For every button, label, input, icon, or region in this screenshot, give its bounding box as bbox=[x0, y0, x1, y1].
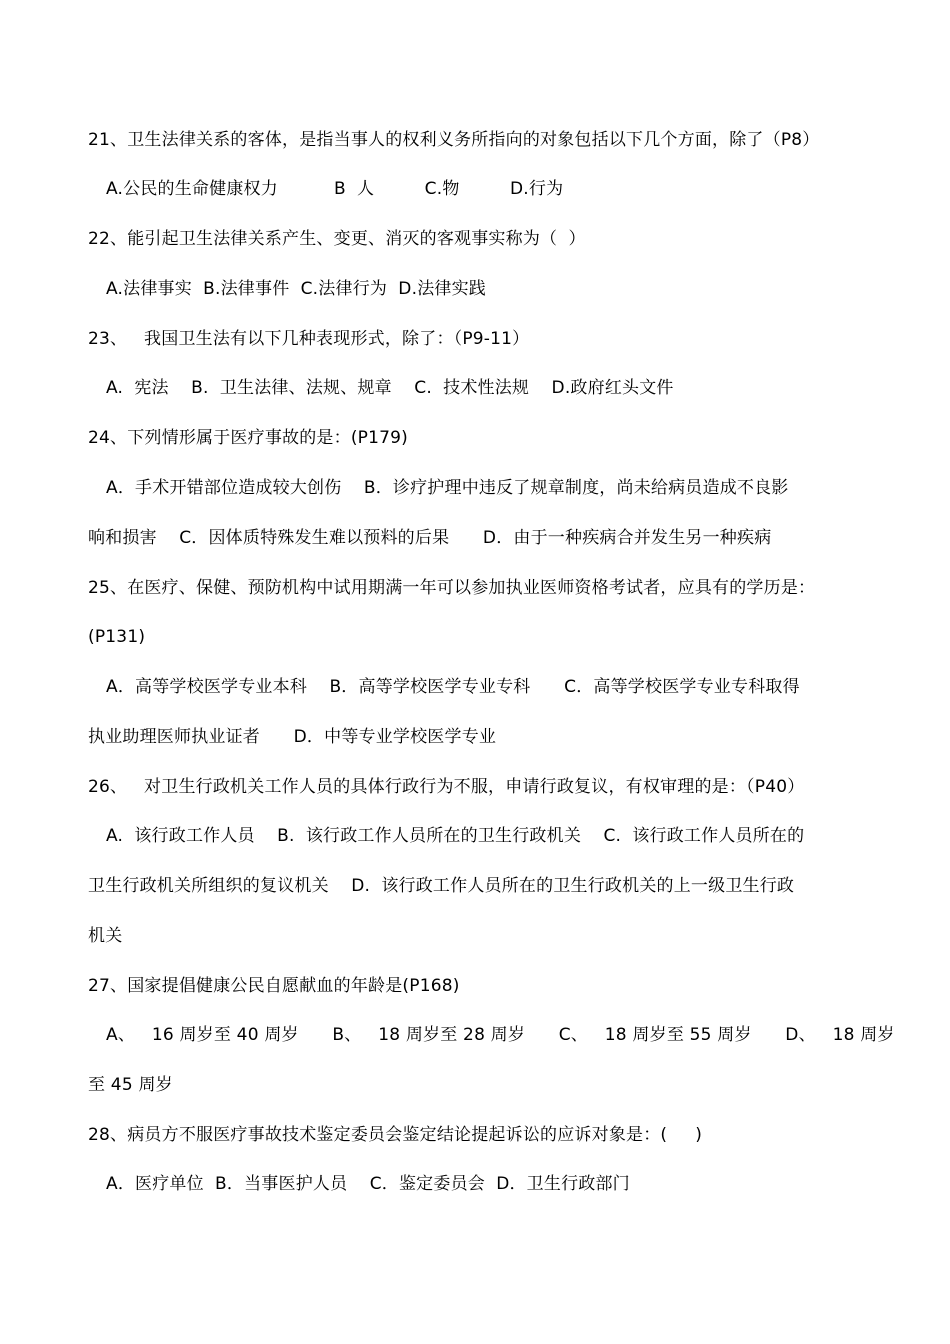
question-24: 24、下列情形属于医疗事故的是：(P179) bbox=[88, 428, 408, 448]
question-28-options: A．医疗单位 B．当事医护人员 C．鉴定委员会 D．卫生行政部门 bbox=[106, 1174, 630, 1194]
question-22-options: A.法律事实 B.法律事件 C.法律行为 D.法律实践 bbox=[106, 279, 486, 299]
question-23-options: A. 宪法 B. 卫生法律、法规、规章 C. 技术性法规 D.政府红头文件 bbox=[106, 378, 674, 398]
question-25-options: A．高等学校医学专业本科 B．高等学校医学专业专科 C．高等学校医学专业专科取得 bbox=[106, 677, 800, 697]
question-25: 25、在医疗、保健、预防机构中试用期满一年可以参加执业医师资格考试者，应具有的学历是： bbox=[88, 578, 816, 598]
question-27-options-cont: 至 45 周岁 bbox=[88, 1075, 173, 1095]
question-25-ref: (P131) bbox=[88, 627, 146, 647]
question-26: 26、 对卫生行政机关工作人员的具体行政行为不服，申请行政复议，有权审理的是：（P40） bbox=[88, 777, 805, 797]
question-21: 21、卫生法律关系的客体，是指当事人的权利义务所指向的对象包括以下几个方面，除了（P8） bbox=[88, 130, 820, 150]
question-26-options-cont2: 机关 bbox=[88, 926, 123, 946]
question-28: 28、病员方不服医疗事故技术鉴定委员会鉴定结论提起诉讼的应诉对象是：( ) bbox=[88, 1125, 703, 1145]
question-22: 22、能引起卫生法律关系产生、变更、消灭的客观事实称为（ ） bbox=[88, 229, 586, 249]
question-24-options: A．手术开错部位造成较大创伤 B．诊疗护理中违反了规章制度，尚未给病员造成不良影 bbox=[106, 478, 789, 498]
question-27-options: A、 16 周岁至 40 周岁 B、 18 周岁至 28 周岁 C、 18 周岁至 55 周岁 D、 18 周岁 bbox=[106, 1025, 895, 1045]
question-21-options: A.公民的生命健康权力 B 人 C.物 D.行为 bbox=[106, 179, 564, 199]
question-27: 27、国家提倡健康公民自愿献血的年龄是(P168) bbox=[88, 976, 460, 996]
question-26-options: A. 该行政工作人员 B. 该行政工作人员所在的卫生行政机关 C. 该行政工作人员所在的 bbox=[106, 826, 805, 846]
question-26-options-cont: 卫生行政机关所组织的复议机关 D. 该行政工作人员所在的卫生行政机关的上一级卫生行政 bbox=[88, 876, 795, 896]
question-25-options-cont: 执业助理医师执业证者 D．中等专业学校医学专业 bbox=[88, 727, 497, 747]
question-23: 23、 我国卫生法有以下几种表现形式，除了：（P9-11） bbox=[88, 329, 530, 349]
question-24-options-cont: 响和损害 C．因体质特殊发生难以预料的后果 D．由于一种疾病合并发生另一种疾病 bbox=[88, 528, 772, 548]
